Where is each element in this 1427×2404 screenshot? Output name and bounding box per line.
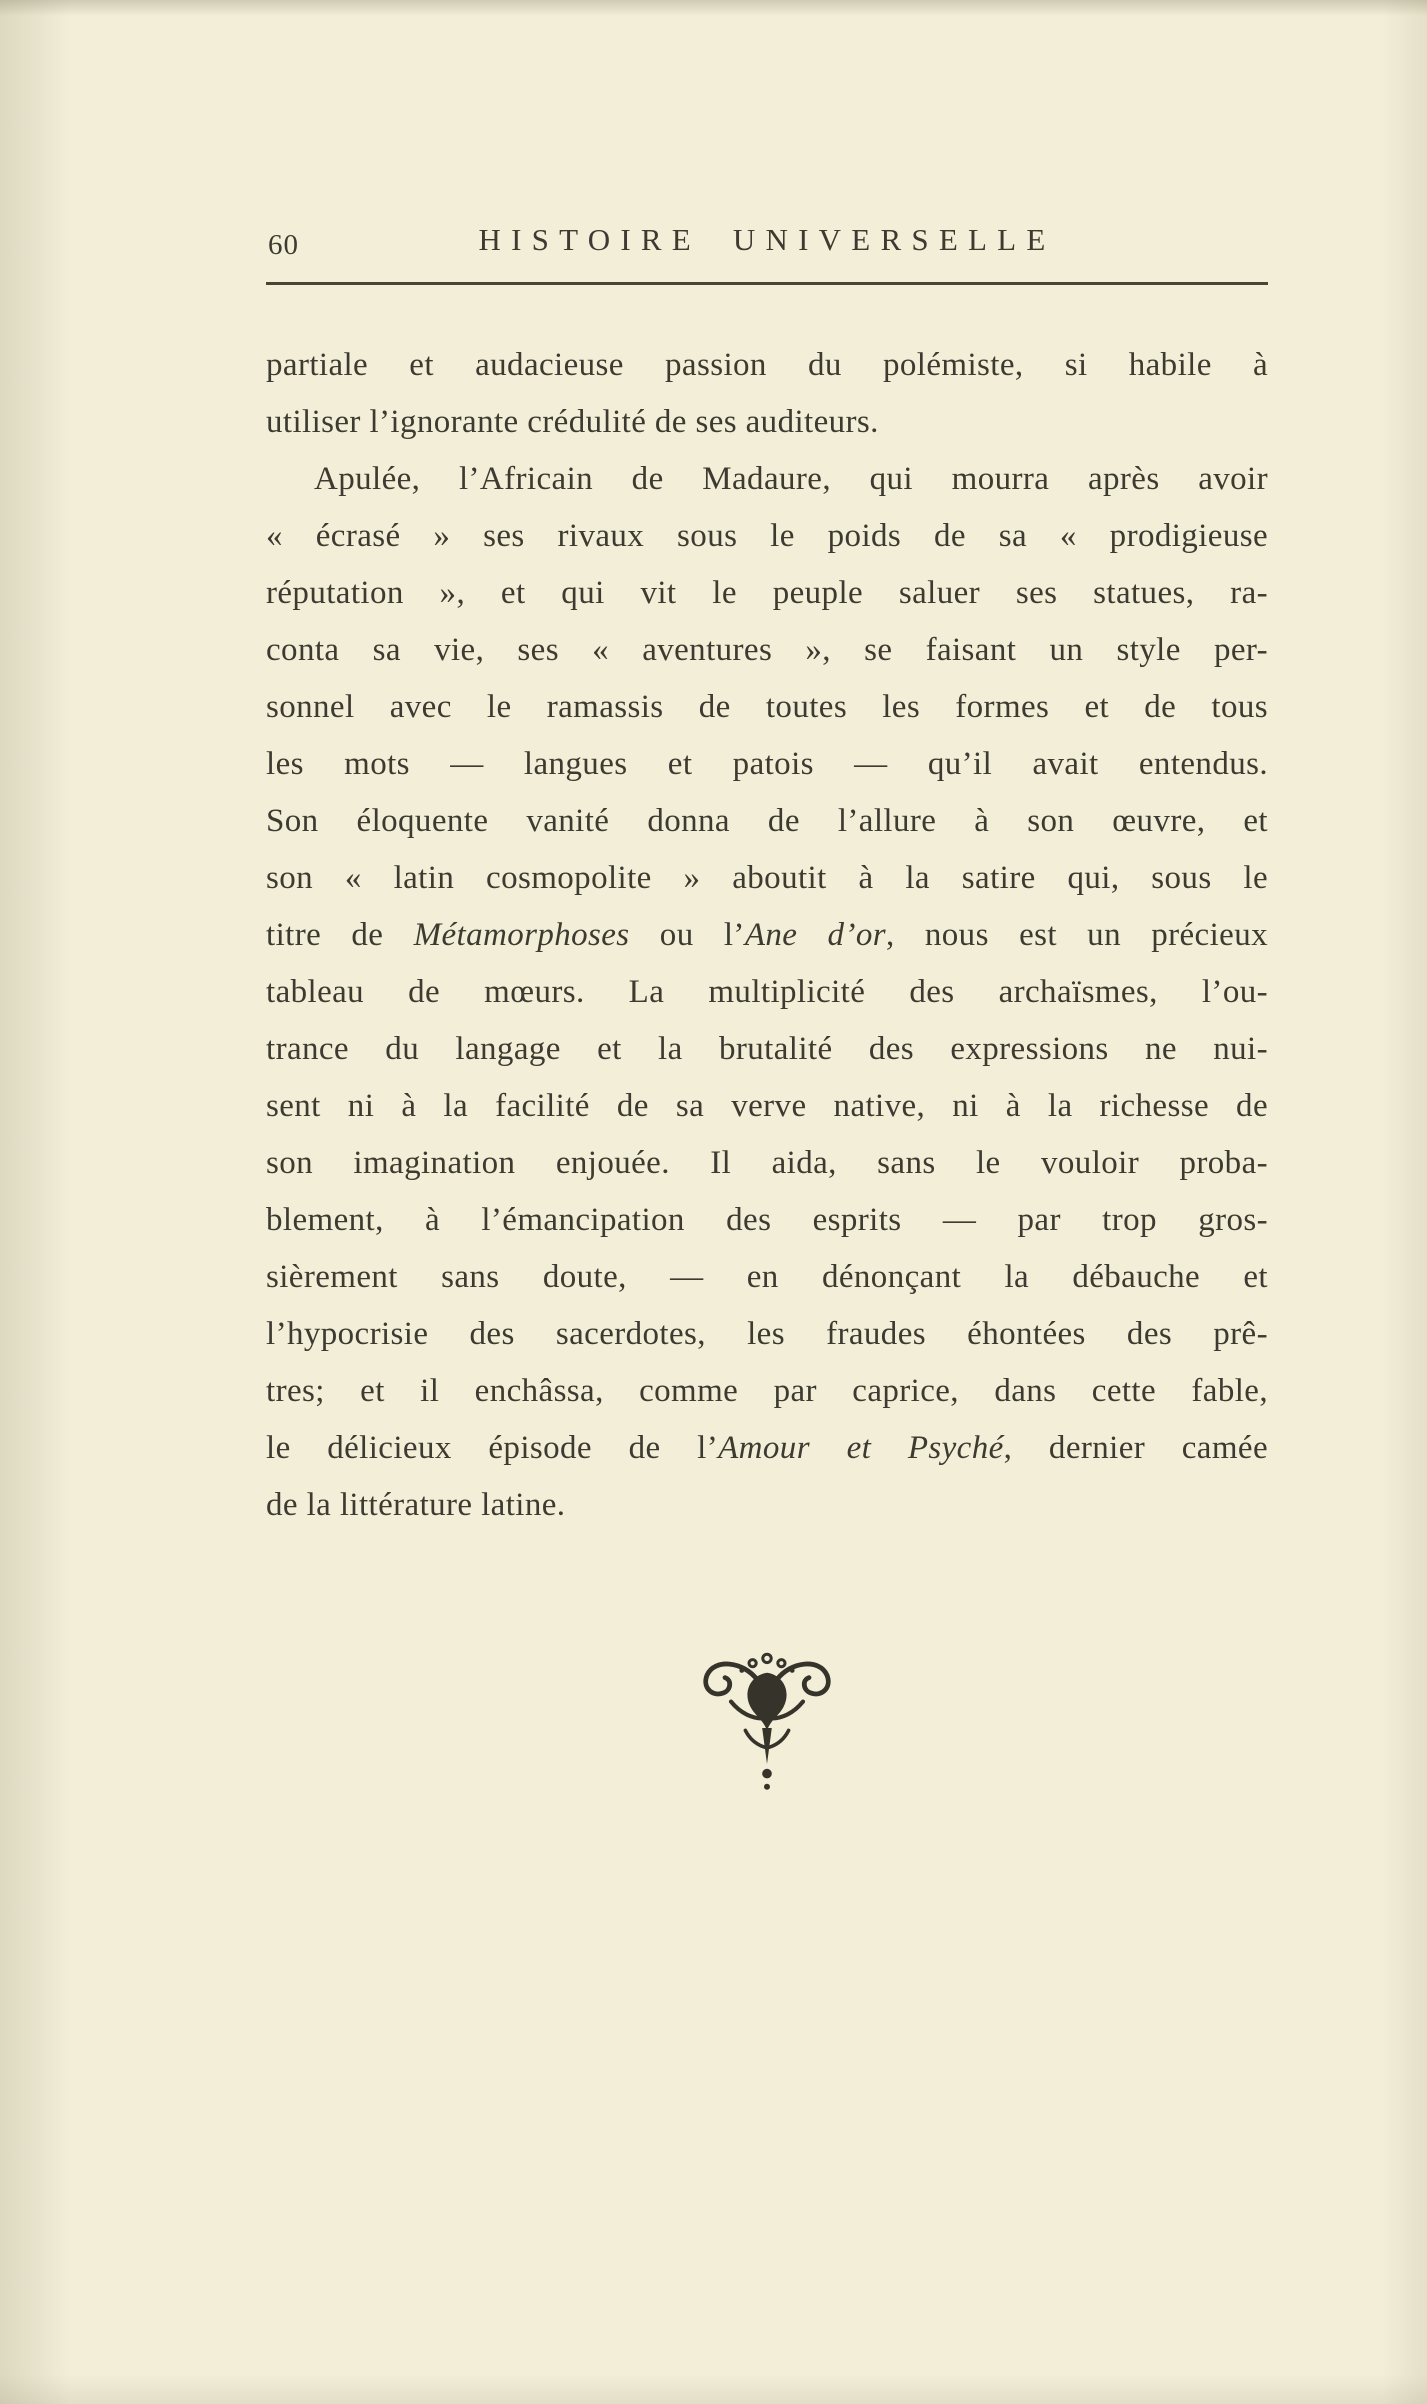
running-title: HISTOIRE UNIVERSELLE bbox=[478, 222, 1056, 257]
text-line: réputation », et qui vit le peuple saluer ses statues, ra- bbox=[266, 575, 1268, 611]
text-line: de la littérature latine. bbox=[266, 1487, 566, 1523]
page-number: 60 bbox=[268, 229, 299, 261]
text-line: tableau de mœurs. La multiplicité des archaïsmes, l’ou- bbox=[266, 974, 1268, 1010]
text-line: sonnel avec le ramassis de toutes les formes et de tous bbox=[266, 689, 1268, 725]
text-line: « écrasé » ses rivaux sous le poids de sa « prodigieuse bbox=[266, 518, 1268, 554]
text-line: utiliser l’ignorante crédulité de ses auditeurs. bbox=[266, 404, 879, 440]
body-text bbox=[266, 337, 1268, 1534]
fleuron-icon bbox=[683, 1787, 851, 1804]
text-line: sent ni à la facilité de sa verve native, ni à la richesse de bbox=[266, 1088, 1268, 1124]
text-line: Apulée, l’Africain de Madaure, qui mourra après avoir bbox=[314, 461, 1268, 497]
text-line: partiale et audacieuse passion du polémiste, si habile à bbox=[266, 347, 1268, 383]
text-line: Son éloquente vanité donna de l’allure à son œuvre, et bbox=[266, 803, 1268, 839]
text-line: le délicieux épisode de l’Amour et Psyché, dernier camée bbox=[266, 1430, 1269, 1466]
text-line: les mots — langues et patois — qu’il avait entendus. bbox=[266, 746, 1268, 782]
fleuron-ornament bbox=[266, 1644, 1268, 1805]
text-line: trance du langage et la brutalité des expressions ne nui- bbox=[266, 1031, 1268, 1067]
text-line: tres; et il enchâssa, comme par caprice, dans cette fable, bbox=[266, 1373, 1268, 1409]
text-column bbox=[266, 0, 1268, 1805]
text-line: sièrement sans doute, — en dénonçant la débauche et bbox=[266, 1259, 1268, 1295]
text-line: titre de Métamorphoses ou l’Ane d’or, nous est un précieux bbox=[266, 917, 1268, 953]
text-line: conta sa vie, ses « aventures », se faisant un style per- bbox=[266, 632, 1268, 668]
header-rule bbox=[266, 282, 1268, 285]
text-line: son imagination enjouée. Il aida, sans le vouloir proba- bbox=[266, 1145, 1268, 1181]
text-line: l’hypocrisie des sacerdotes, les fraudes éhontées des prê- bbox=[266, 1316, 1268, 1352]
page-header bbox=[266, 222, 1268, 268]
text-line: blement, à l’émancipation des esprits — par trop gros- bbox=[266, 1202, 1268, 1238]
text-line: son « latin cosmopolite » aboutit à la satire qui, sous le bbox=[266, 860, 1268, 896]
